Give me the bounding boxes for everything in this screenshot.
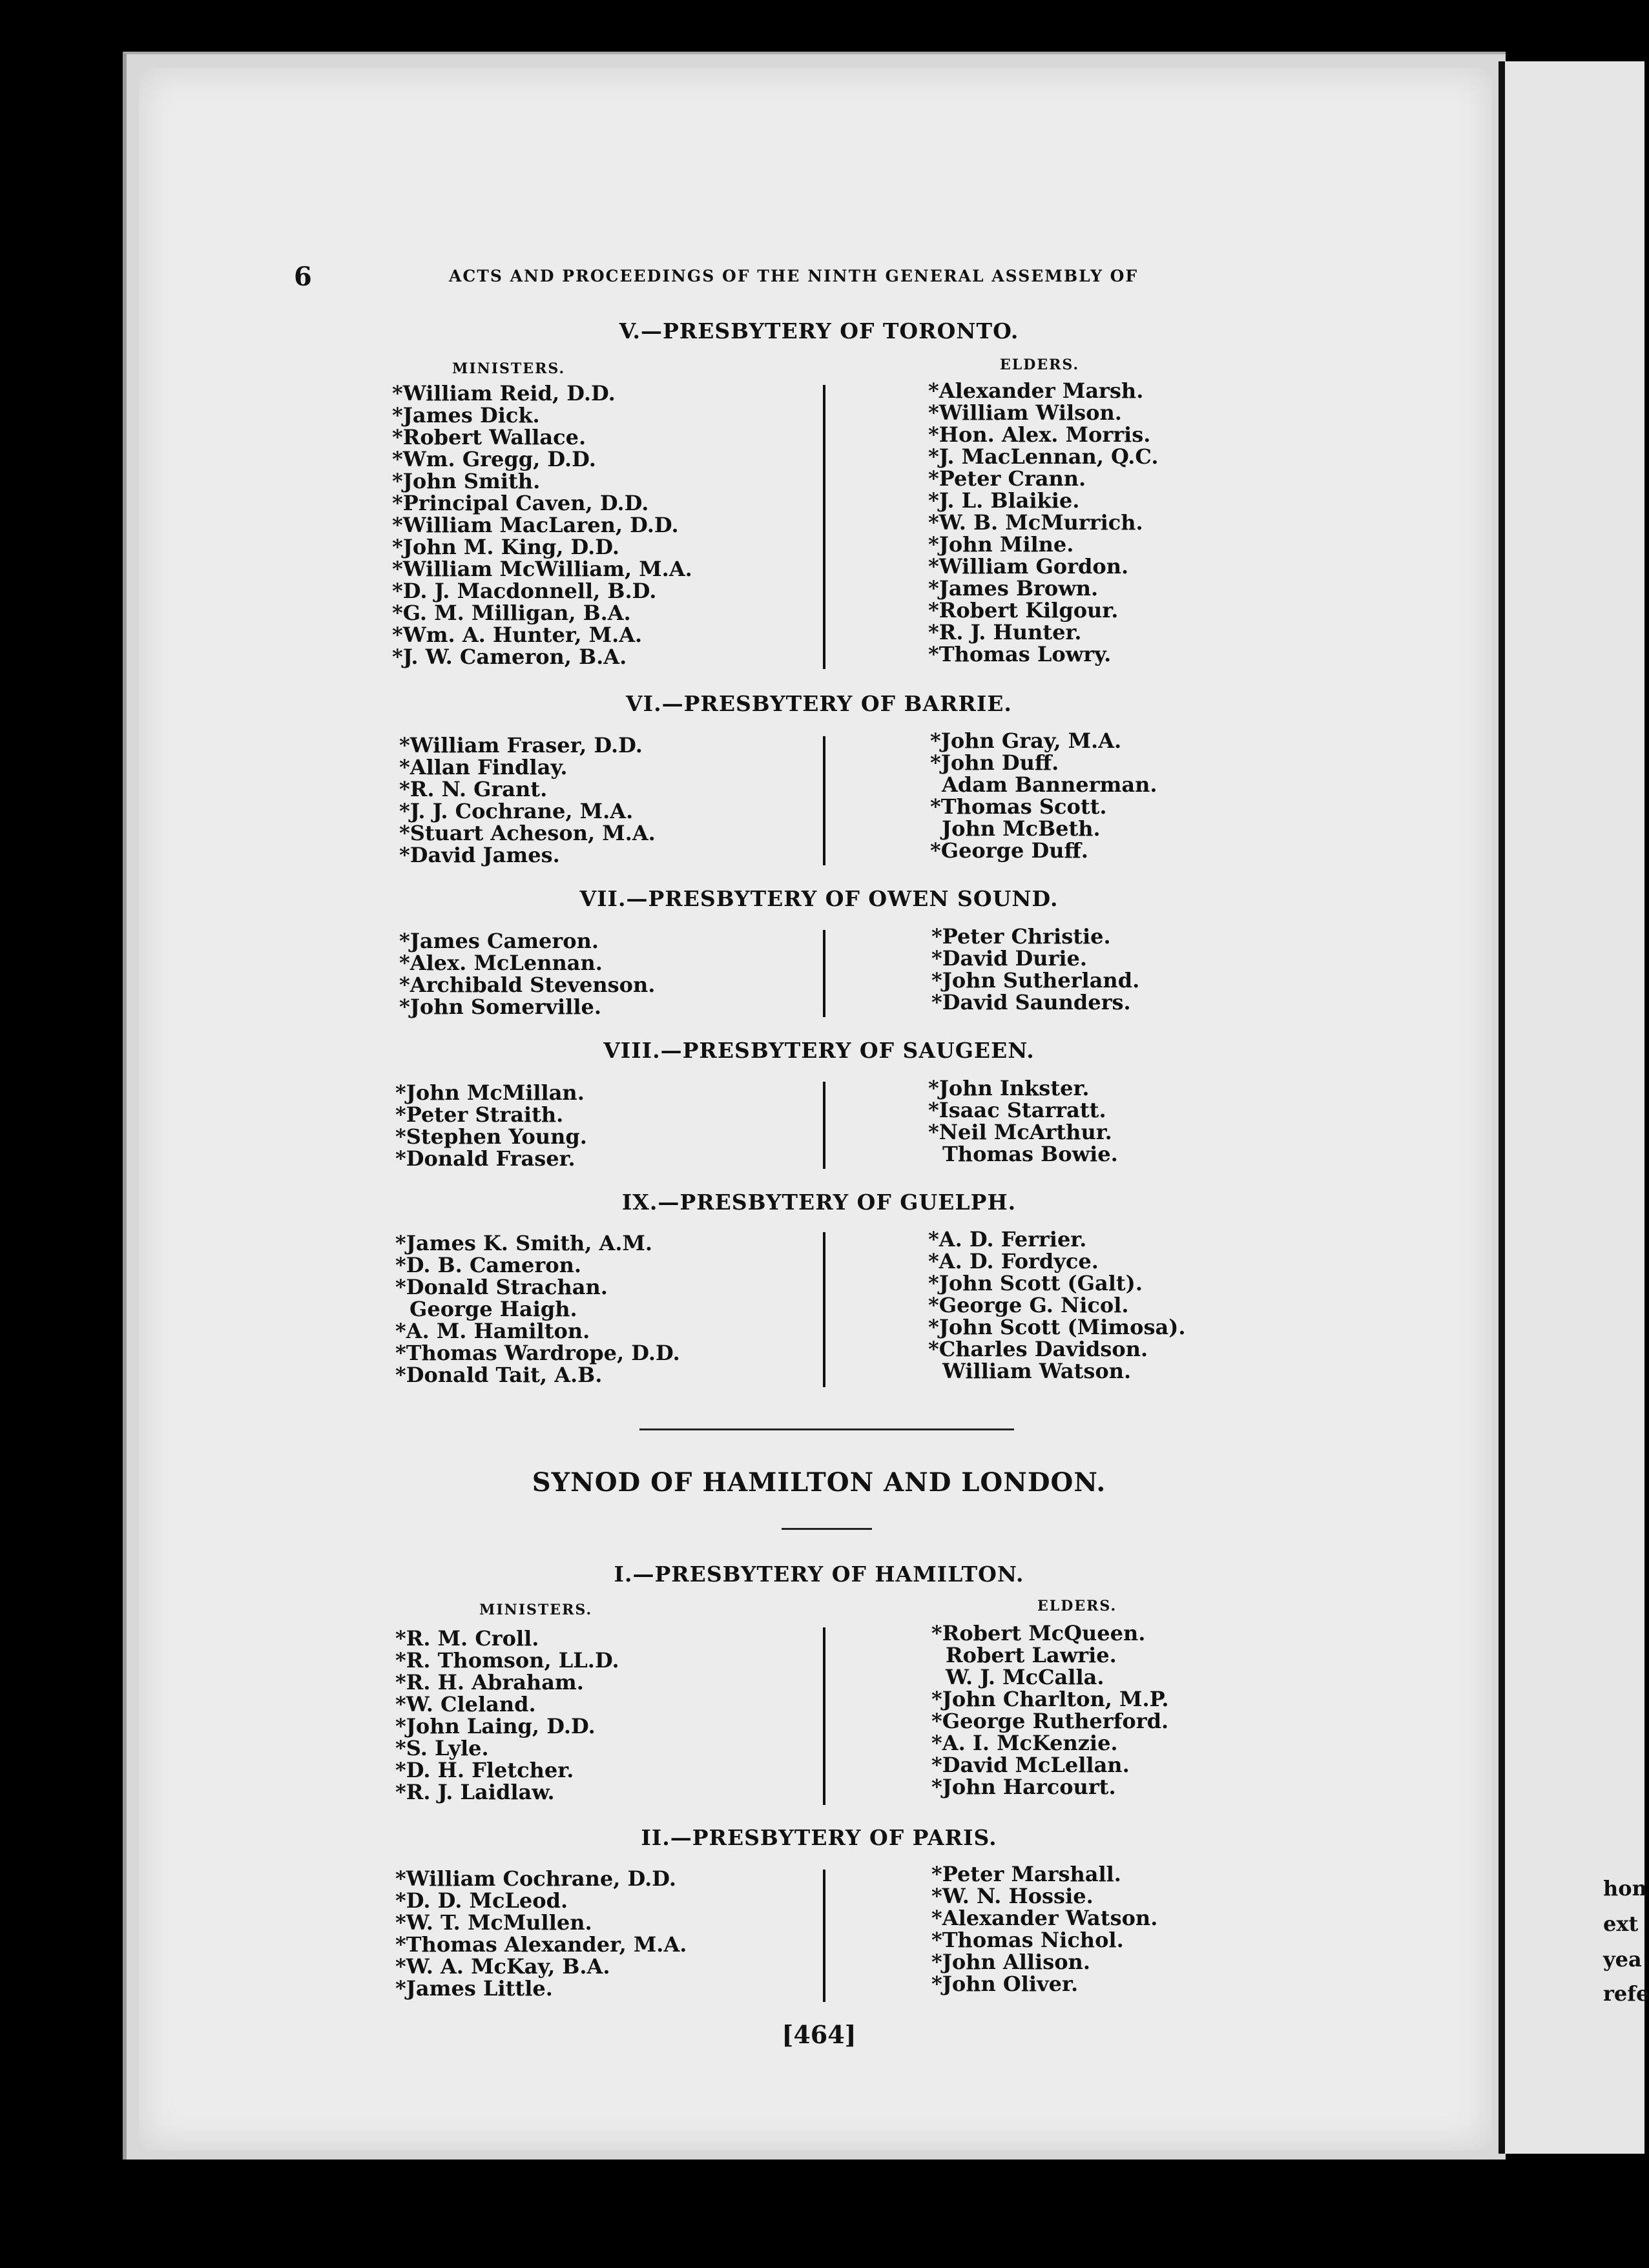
- minister-name: *G. M. Milligan, B.A.: [392, 601, 631, 625]
- minister-name: *Allan Findlay.: [399, 755, 568, 779]
- elder-name: *George G. Nicol.: [928, 1293, 1129, 1317]
- column-divider: [823, 930, 825, 1017]
- elder-name: *John Gray, M.A.: [930, 728, 1122, 753]
- elder-name: William Watson.: [942, 1359, 1132, 1383]
- minister-name: *R. H. Abraham.: [395, 1670, 584, 1695]
- minister-name: *John Laing, D.D.: [395, 1714, 596, 1738]
- minister-name: *R. M. Croll.: [395, 1626, 539, 1651]
- minister-name: *James Little.: [395, 1976, 553, 2001]
- ministers-list: [395, 1082, 587, 1170]
- elders-list: [928, 380, 1158, 665]
- minister-name: *Thomas Alexander, M.A.: [395, 1932, 687, 1957]
- elder-name: *W. N. Hossie.: [931, 1884, 1094, 1908]
- minister-name: *R. J. Laidlaw.: [395, 1780, 555, 1804]
- section-heading-barrie: VI.—PRESBYTERY OF BARRIE.: [626, 691, 1012, 716]
- elder-name: *James Brown.: [928, 576, 1099, 601]
- minister-name: *Principal Caven, D.D.: [392, 491, 649, 515]
- section-heading-toronto: V.—PRESBYTERY OF TORONTO.: [619, 318, 1019, 344]
- elder-name: *William Wilson.: [928, 400, 1122, 425]
- elder-name: *David McLellan.: [931, 1753, 1130, 1777]
- elder-name: *Neil McArthur.: [928, 1120, 1112, 1144]
- elder-name: *W. B. McMurrich.: [928, 510, 1143, 535]
- minister-name: *D. D. McLeod.: [395, 1888, 568, 1913]
- minister-name: *Thomas Wardrope, D.D.: [395, 1341, 680, 1365]
- column-divider: [823, 385, 825, 669]
- elder-name: *J. L. Blaikie.: [928, 488, 1080, 513]
- column-divider: [823, 1870, 825, 2002]
- minister-name: *James Dick.: [392, 403, 540, 428]
- facing-page-text: yea: [1603, 1947, 1642, 1972]
- facing-page-text: hon: [1603, 1876, 1647, 1901]
- ministers-label: MINISTERS.: [479, 1602, 593, 1618]
- elder-name: Robert Lawrie.: [946, 1643, 1117, 1667]
- elder-name: *Thomas Nichol.: [931, 1928, 1124, 1952]
- minister-name: *Wm. Gregg, D.D.: [392, 447, 596, 471]
- elder-name: *A. D. Ferrier.: [928, 1227, 1087, 1252]
- minister-name: *W. T. McMullen.: [395, 1910, 592, 1935]
- minister-name: *A. M. Hamilton.: [395, 1319, 590, 1343]
- elder-name: W. J. McCalla.: [946, 1665, 1105, 1689]
- minister-name: *W. Cleland.: [395, 1692, 536, 1716]
- minister-name: *John M. King, D.D.: [392, 535, 619, 559]
- elder-name: *Peter Marshall.: [931, 1862, 1121, 1886]
- elders-label: ELDERS.: [1037, 1598, 1117, 1614]
- elder-name: John McBeth.: [942, 816, 1101, 841]
- elder-name: *John Allison.: [931, 1950, 1090, 1974]
- elder-name: *John Oliver.: [931, 1972, 1079, 1996]
- elder-name: *A. D. Fordyce.: [928, 1249, 1099, 1273]
- elder-name: *John Inkster.: [928, 1076, 1090, 1100]
- elder-name: *John Harcourt.: [931, 1775, 1116, 1799]
- elder-name: *Robert Kilgour.: [928, 598, 1119, 623]
- short-rule: [782, 1528, 872, 1530]
- elder-name: *Robert McQueen.: [931, 1621, 1146, 1645]
- column-divider: [823, 1232, 825, 1387]
- minister-name: George Haigh.: [410, 1297, 577, 1321]
- column-divider: [823, 1627, 825, 1805]
- elder-name: *Hon. Alex. Morris.: [928, 422, 1151, 447]
- minister-name: *Stuart Acheson, M.A.: [399, 821, 656, 845]
- section-heading-hamilton: I.—PRESBYTERY OF HAMILTON.: [614, 1562, 1024, 1587]
- minister-name: *S. Lyle.: [395, 1736, 489, 1760]
- page-number: 6: [294, 262, 312, 292]
- minister-name: *J. W. Cameron, B.A.: [392, 644, 627, 669]
- column-divider: [823, 736, 825, 865]
- minister-name: *R. N. Grant.: [399, 777, 548, 801]
- minister-name: *Wm. A. Hunter, M.A.: [392, 623, 643, 647]
- elders-list: [931, 1863, 1157, 1995]
- elder-name: *A. I. McKenzie.: [931, 1731, 1118, 1755]
- section-divider-rule: [639, 1428, 1014, 1430]
- elders-list: [931, 925, 1139, 1013]
- elder-name: *Thomas Lowry.: [928, 642, 1112, 666]
- elder-name: *John Duff.: [930, 750, 1059, 775]
- ministers-list: [399, 734, 656, 866]
- section-heading-paris: II.—PRESBYTERY OF PARIS.: [641, 1825, 997, 1850]
- minister-name: *William McWilliam, M.A.: [392, 557, 692, 581]
- section-heading-saugeen: VIII.—PRESBYTERY OF SAUGEEN.: [603, 1038, 1035, 1063]
- section-heading-owen-sound: VII.—PRESBYTERY OF OWEN SOUND.: [579, 886, 1059, 911]
- ministers-list: [395, 1868, 687, 1999]
- elder-name: *Alexander Marsh.: [928, 378, 1144, 403]
- ministers-list: [395, 1627, 619, 1803]
- minister-name: *David James.: [399, 843, 560, 867]
- elder-name: *John Milne.: [928, 532, 1074, 557]
- minister-name: *William Fraser, D.D.: [399, 733, 643, 758]
- page-footer-number: [464]: [782, 2020, 856, 2049]
- column-divider: [823, 1082, 825, 1169]
- elder-name: Adam Bannerman.: [942, 772, 1157, 797]
- elders-list: [928, 1228, 1185, 1382]
- minister-name: *James Cameron.: [399, 929, 599, 953]
- ministers-label: MINISTERS.: [452, 360, 566, 377]
- minister-name: *W. A. McKay, B.A.: [395, 1954, 610, 1979]
- minister-name: *John Somerville.: [399, 995, 601, 1019]
- minister-name: *D. J. Macdonnell, B.D.: [392, 579, 657, 603]
- facing-page-text: refe: [1603, 1981, 1649, 2006]
- minister-name: *Peter Straith.: [395, 1102, 564, 1127]
- elder-name: *John Sutherland.: [931, 968, 1140, 993]
- elders-label: ELDERS.: [1000, 356, 1080, 373]
- elder-name: *J. MacLennan, Q.C.: [928, 444, 1159, 469]
- elders-list: [928, 1077, 1118, 1165]
- elder-name: *John Charlton, M.P.: [931, 1687, 1169, 1711]
- minister-name: *John Smith.: [392, 469, 541, 493]
- elder-name: *Peter Christie.: [931, 924, 1111, 949]
- minister-name: *R. Thomson, LL.D.: [395, 1648, 619, 1673]
- elder-name: *Charles Davidson.: [928, 1337, 1148, 1361]
- minister-name: *John McMillan.: [395, 1080, 585, 1105]
- minister-name: *William Cochrane, D.D.: [395, 1866, 677, 1891]
- minister-name: *Stephen Young.: [395, 1124, 587, 1149]
- minister-name: *Robert Wallace.: [392, 425, 586, 449]
- running-title: ACTS AND PROCEEDINGS OF THE NINTH GENERAL ASSEMBLY OF: [449, 267, 1139, 285]
- elder-name: *David Durie.: [931, 946, 1088, 971]
- minister-name: *Archibald Stevenson.: [399, 973, 656, 997]
- elder-name: *Isaac Starratt.: [928, 1098, 1106, 1122]
- ministers-list: [392, 382, 692, 668]
- elder-name: *Peter Crann.: [928, 466, 1086, 491]
- minister-name: *William MacLaren, D.D.: [392, 513, 679, 537]
- minister-name: *J. J. Cochrane, M.A.: [399, 799, 634, 823]
- minister-name: *D. B. Cameron.: [395, 1253, 581, 1277]
- minister-name: *Donald Tait, A.B.: [395, 1363, 603, 1387]
- elder-name: Thomas Bowie.: [942, 1142, 1118, 1166]
- elder-name: *David Saunders.: [931, 990, 1131, 1015]
- running-header: [294, 262, 1327, 294]
- minister-name: *D. H. Fletcher.: [395, 1758, 574, 1782]
- elder-name: *George Rutherford.: [931, 1709, 1169, 1733]
- section-heading-guelph: IX.—PRESBYTERY OF GUELPH.: [621, 1190, 1017, 1215]
- minister-name: *William Reid, D.D.: [392, 381, 616, 406]
- minister-name: *Donald Fraser.: [395, 1146, 576, 1171]
- elder-name: *John Scott (Mimosa).: [928, 1315, 1186, 1339]
- elders-list: [930, 730, 1157, 861]
- synod-title: SYNOD OF HAMILTON AND LONDON.: [532, 1467, 1106, 1498]
- elder-name: *William Gordon.: [928, 554, 1129, 579]
- minister-name: *Donald Strachan.: [395, 1275, 608, 1299]
- elder-name: *Thomas Scott.: [930, 794, 1107, 819]
- elder-name: *John Scott (Galt).: [928, 1271, 1143, 1295]
- ministers-list: [399, 930, 655, 1018]
- elder-name: *Alexander Watson.: [931, 1906, 1158, 1930]
- facing-page-text: ext: [1603, 1912, 1639, 1936]
- minister-name: *Alex. McLennan.: [399, 951, 603, 975]
- elder-name: *R. J. Hunter.: [928, 620, 1082, 644]
- elder-name: *George Duff.: [930, 838, 1088, 863]
- elders-list: [931, 1622, 1169, 1798]
- ministers-list: [395, 1232, 680, 1386]
- minister-name: *James K. Smith, A.M.: [395, 1231, 653, 1255]
